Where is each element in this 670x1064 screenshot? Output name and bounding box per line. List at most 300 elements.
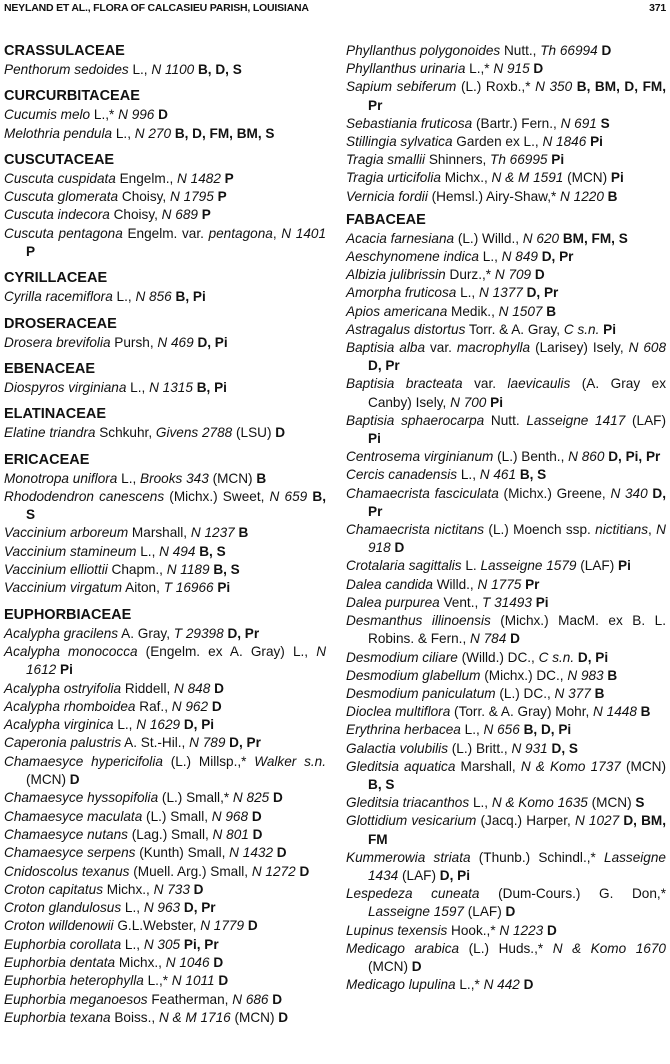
species-name: Baptisia bracteata bbox=[346, 376, 463, 392]
species-name: Acalypha virginica bbox=[4, 717, 114, 733]
species-authority: Michx., bbox=[103, 881, 154, 897]
species-name: Cnidoscolus texanus bbox=[4, 863, 130, 879]
species-authority: Schkuhr, bbox=[95, 425, 156, 441]
locality-codes: D, Pi bbox=[183, 717, 215, 733]
collection-number: Brooks 343 bbox=[140, 470, 209, 486]
locality-codes: P bbox=[224, 170, 234, 186]
collection-number: N 848 bbox=[174, 680, 211, 696]
species-entry bbox=[4, 698, 326, 716]
species-name: Euphorbia heterophylla bbox=[4, 973, 144, 989]
family-heading: ERICACEAE bbox=[4, 451, 90, 468]
species-name: Phyllanthus polygonoides bbox=[346, 43, 501, 58]
species-name: Apios americana bbox=[346, 303, 448, 319]
locality-codes: D bbox=[276, 845, 287, 861]
collection-number: N 1629 bbox=[136, 717, 181, 733]
species-entry bbox=[346, 612, 666, 648]
locality-codes: Pi bbox=[217, 580, 231, 596]
species-name: Medicago lupulina bbox=[346, 977, 456, 993]
species-authority: (L.) Moench ssp. bbox=[484, 522, 596, 538]
running-header bbox=[4, 2, 666, 18]
locality-codes: D bbox=[534, 267, 545, 283]
collection-number: Walker s.n. bbox=[254, 753, 326, 769]
family-heading: ELATINACEAE bbox=[4, 406, 107, 423]
locality-codes: P bbox=[201, 207, 211, 223]
infraspecific-name: laevicaulis bbox=[507, 376, 571, 392]
species-name: Lupinus texensis bbox=[346, 922, 448, 938]
page-number: 371 bbox=[649, 2, 666, 14]
collection-number: N 801 bbox=[212, 826, 249, 842]
locality-codes: Pi bbox=[490, 394, 503, 410]
collection-number: N 270 bbox=[134, 125, 172, 141]
collection-number: Th 66995 bbox=[490, 152, 548, 168]
infraspecific-authority: , bbox=[648, 522, 657, 538]
species-authority: L., bbox=[126, 379, 150, 395]
species-name: Chamaecrista nictitans bbox=[346, 522, 485, 538]
species-name: Croton glandulosus bbox=[4, 900, 122, 916]
locality-codes: Pi bbox=[618, 558, 631, 574]
collection-number: N 608 bbox=[628, 340, 667, 356]
family-heading: DROSERACEAE bbox=[4, 315, 117, 332]
species-name: Vaccinium arboreum bbox=[4, 525, 129, 541]
species-name: Amorpha fruticosa bbox=[346, 285, 457, 301]
species-authority: (L.) Willd., bbox=[454, 230, 523, 246]
species-name: Desmodium glabellum bbox=[346, 667, 481, 683]
locality-codes: D bbox=[278, 1009, 289, 1025]
species-entry bbox=[346, 303, 666, 321]
species-name: Baptisia alba bbox=[346, 340, 426, 356]
herbarium-code: (MCN) bbox=[368, 958, 412, 974]
species-authority: Garden ex L., bbox=[452, 134, 543, 150]
species-name: Medicago arabica bbox=[346, 940, 460, 956]
left-column bbox=[4, 42, 326, 1027]
locality-codes: B bbox=[607, 188, 618, 204]
herbarium-code: (LAF) bbox=[464, 904, 506, 920]
infraspecific-name: macrophylla bbox=[456, 340, 531, 356]
locality-codes: D bbox=[247, 918, 258, 934]
collection-number: N 691 bbox=[560, 115, 597, 131]
species-name: Vaccinium elliottii bbox=[4, 562, 108, 578]
species-entry bbox=[4, 106, 326, 124]
species-name: Chamaesyce serpens bbox=[4, 845, 136, 861]
collection-number: N 825 bbox=[232, 790, 270, 806]
species-authority: var. bbox=[462, 376, 508, 392]
species-name: Elatine triandra bbox=[4, 425, 96, 441]
collection-number: N 1401 bbox=[281, 225, 327, 241]
species-authority: Riddell, bbox=[121, 680, 175, 696]
species-authority: L., bbox=[469, 795, 492, 811]
species-name: Galactia volubilis bbox=[346, 740, 448, 756]
collection-number: N 1482 bbox=[177, 170, 221, 186]
species-authority: Boiss., bbox=[110, 1009, 159, 1025]
species-authority: Choisy, bbox=[109, 207, 162, 223]
species-entry bbox=[4, 188, 326, 206]
species-entry bbox=[4, 716, 326, 734]
species-entry bbox=[346, 649, 666, 667]
collection-number: N 918 bbox=[368, 522, 666, 556]
infraspecific-name: pentagona bbox=[208, 225, 273, 241]
collection-number: Givens 2788 bbox=[155, 425, 233, 441]
species-entry bbox=[4, 789, 326, 807]
collection-number: Lasseigne 1434 bbox=[368, 849, 666, 883]
species-name: Caperonia palustris bbox=[4, 735, 122, 751]
locality-codes: D, BM, FM bbox=[368, 813, 667, 847]
species-authority: Hook.,* bbox=[447, 922, 500, 938]
species-authority: Choisy, bbox=[118, 189, 170, 205]
locality-codes: D bbox=[510, 631, 520, 647]
species-name: Astragalus distortus bbox=[346, 321, 466, 337]
species-authority: Torr. & A. Gray, bbox=[465, 321, 564, 337]
species-name: Chamaecrista fasciculata bbox=[346, 485, 499, 501]
locality-codes: D bbox=[252, 826, 263, 842]
locality-codes: BM, FM, S bbox=[562, 230, 628, 246]
species-authority: L., bbox=[121, 936, 144, 952]
infraspecific-authority: (Larisey) Isely, bbox=[530, 340, 629, 356]
collection-number: N 931 bbox=[511, 740, 548, 756]
species-name: Cuscuta indecora bbox=[4, 207, 110, 223]
collection-number: N 784 bbox=[470, 631, 507, 647]
collection-number: N 962 bbox=[171, 698, 209, 714]
species-entry bbox=[4, 334, 326, 352]
collection-number: N 659 bbox=[269, 488, 308, 504]
species-authority: (Dum-Cours.) G. Don,* bbox=[479, 886, 666, 902]
collection-number: N 1507 bbox=[498, 303, 543, 319]
locality-codes: D bbox=[299, 863, 310, 879]
species-entry bbox=[4, 826, 326, 844]
collection-number: N 1100 bbox=[151, 62, 195, 77]
family-heading: FABACEAE bbox=[346, 211, 426, 228]
collection-number: N 915 bbox=[493, 61, 530, 77]
locality-codes: D bbox=[272, 790, 283, 806]
species-name: Euphorbia texana bbox=[4, 1009, 111, 1025]
species-name: Kummerowia striata bbox=[346, 849, 471, 865]
species-entry bbox=[346, 576, 666, 594]
collection-number: N & Komo 1670 bbox=[552, 940, 666, 956]
species-entry bbox=[346, 758, 666, 794]
species-authority: (Willd.) DC., bbox=[457, 649, 539, 665]
species-name: Cuscuta glomerata bbox=[4, 189, 119, 205]
species-entry bbox=[346, 188, 666, 206]
species-entry bbox=[346, 976, 666, 994]
family-heading: CURCURBITACEAE bbox=[4, 88, 140, 105]
locality-codes: B, S bbox=[213, 562, 240, 578]
family-heading: EBENACEAE bbox=[4, 360, 96, 377]
species-authority: L., bbox=[128, 62, 152, 77]
species-entry bbox=[346, 284, 666, 302]
herbarium-code: (MCN) bbox=[587, 795, 636, 811]
collection-number: N 620 bbox=[522, 230, 560, 246]
locality-codes: D bbox=[275, 425, 286, 441]
locality-codes: B bbox=[256, 470, 267, 486]
locality-codes: D bbox=[394, 540, 405, 556]
species-authority: G.L.Webster, bbox=[113, 918, 201, 934]
collection-number: Lasseigne 1579 bbox=[480, 558, 577, 574]
species-name: Aeschynomene indica bbox=[346, 249, 479, 265]
collection-number: Lasseigne 1597 bbox=[368, 904, 464, 920]
species-name: Rhododendron canescens bbox=[4, 488, 165, 504]
species-authority: var. bbox=[425, 340, 457, 356]
locality-codes: D, Pi bbox=[439, 867, 471, 883]
infraspecific-authority: (A. Gray ex Canby) Isely, bbox=[368, 376, 666, 410]
species-entry bbox=[346, 375, 666, 411]
species-name: Monotropa uniflora bbox=[4, 470, 118, 486]
species-authority: L., bbox=[121, 900, 144, 916]
species-name: Stillingia sylvatica bbox=[346, 134, 453, 150]
locality-codes: B, D, Pi bbox=[523, 722, 572, 738]
species-authority: (Kunth) Small, bbox=[135, 845, 230, 861]
species-entry bbox=[346, 721, 666, 739]
species-authority: Nutt., bbox=[500, 43, 541, 58]
locality-codes: D bbox=[601, 43, 612, 58]
species-name: Sebastiania fruticosa bbox=[346, 115, 473, 131]
species-name: Chamaesyce nutans bbox=[4, 826, 128, 842]
locality-codes: D, Pr bbox=[183, 900, 216, 916]
species-entry bbox=[346, 60, 666, 78]
species-entry bbox=[346, 133, 666, 151]
species-authority: L.,* bbox=[90, 107, 119, 123]
species-entry bbox=[4, 125, 326, 143]
locality-codes: B bbox=[238, 525, 249, 541]
species-authority: L.,* bbox=[455, 977, 484, 993]
infraspecific-authority: , bbox=[272, 225, 282, 241]
collection-number: N 461 bbox=[479, 467, 517, 483]
collection-number: N 700 bbox=[450, 394, 487, 410]
collection-number: N 1011 bbox=[171, 973, 215, 989]
herbarium-code: (MCN) bbox=[230, 1009, 279, 1025]
species-name: Melothria pendula bbox=[4, 125, 113, 141]
collection-number: N 1432 bbox=[229, 845, 274, 861]
species-entry bbox=[4, 936, 326, 954]
species-name: Desmodium paniculatum bbox=[346, 685, 496, 701]
species-authority: (Michx.) Sweet, bbox=[164, 488, 270, 504]
species-entry bbox=[346, 321, 666, 339]
species-entry bbox=[346, 151, 666, 169]
species-name: Gleditsia triacanthos bbox=[346, 795, 470, 811]
locality-codes: B bbox=[607, 667, 618, 683]
species-entry bbox=[346, 115, 666, 133]
collection-number: N 377 bbox=[554, 685, 591, 701]
locality-codes: D bbox=[211, 698, 222, 714]
species-authority: L., bbox=[456, 285, 479, 301]
species-authority: Vent., bbox=[439, 594, 483, 610]
species-name: Euphorbia meganoesos bbox=[4, 991, 148, 1007]
collection-number: N 1315 bbox=[149, 379, 193, 395]
species-entry bbox=[346, 448, 666, 466]
species-name: Acalypha rhomboidea bbox=[4, 698, 136, 714]
locality-codes: D bbox=[218, 973, 229, 989]
species-authority: Michx., bbox=[115, 954, 166, 970]
species-name: Vaccinium stamineum bbox=[4, 543, 137, 559]
species-name: Cercis canadensis bbox=[346, 467, 458, 483]
species-entry bbox=[346, 703, 666, 721]
collection-number: T 29398 bbox=[173, 625, 224, 641]
collection-number: C s.n. bbox=[538, 649, 575, 665]
locality-codes: D, Pr bbox=[368, 358, 400, 374]
collection-number: N 963 bbox=[143, 900, 181, 916]
locality-codes: S bbox=[600, 115, 610, 131]
species-name: Cucumis melo bbox=[4, 107, 91, 123]
herbarium-code: (MCN) bbox=[620, 758, 667, 774]
collection-number: N & M 1591 bbox=[491, 170, 564, 186]
species-entry bbox=[4, 543, 326, 561]
species-name: Acacia farnesiana bbox=[346, 230, 455, 246]
species-authority: Engelm. var. bbox=[122, 225, 209, 241]
species-name: Dioclea multiflora bbox=[346, 704, 451, 720]
locality-codes: Pi bbox=[535, 594, 549, 610]
collection-number: N 1237 bbox=[190, 525, 235, 541]
species-entry bbox=[346, 78, 666, 114]
species-entry bbox=[346, 849, 666, 885]
species-authority: (L.) Britt., bbox=[448, 740, 512, 756]
family-heading: CYRILLACEAE bbox=[4, 270, 108, 287]
species-authority: Medik., bbox=[447, 303, 499, 319]
family-heading: CUSCUTACEAE bbox=[4, 151, 115, 168]
species-entry bbox=[4, 863, 326, 881]
herbarium-code: (MCN) bbox=[26, 772, 70, 788]
collection-number: N 1377 bbox=[478, 285, 523, 301]
herbarium-code: (MCN) bbox=[563, 170, 611, 186]
locality-codes: D bbox=[69, 772, 80, 788]
species-entry bbox=[346, 794, 666, 812]
species-authority: (L.) Small, bbox=[142, 808, 212, 824]
species-name: Cuscuta cuspidata bbox=[4, 170, 116, 186]
species-authority: (Lag.) Small, bbox=[127, 826, 213, 842]
locality-codes: B, S bbox=[26, 488, 327, 523]
species-name: Chamaesyce maculata bbox=[4, 808, 143, 824]
infraspecific-name: nictitians bbox=[595, 522, 649, 538]
locality-codes: B, Pi bbox=[196, 379, 227, 395]
species-authority: L., bbox=[460, 722, 484, 738]
species-authority: Nutt. bbox=[484, 412, 527, 428]
herbarium-code: (LAF) bbox=[576, 558, 619, 574]
locality-codes: P bbox=[26, 244, 36, 260]
species-entry bbox=[4, 881, 326, 899]
collection-number: N 983 bbox=[567, 667, 604, 683]
species-authority: (Thunb.) Schindl.,* bbox=[470, 849, 605, 865]
species-entry bbox=[4, 170, 326, 188]
species-authority: Aiton, bbox=[122, 580, 164, 596]
herbarium-code: (LAF) bbox=[398, 867, 440, 883]
collection-number: N 996 bbox=[118, 107, 155, 123]
locality-codes: D bbox=[193, 881, 204, 897]
locality-codes: D, S bbox=[551, 740, 578, 756]
species-authority: L., bbox=[479, 249, 502, 265]
species-name: Diospyros virginiana bbox=[4, 379, 127, 395]
species-name: Chamaesyce hypericifolia bbox=[4, 753, 163, 769]
species-name: Vaccinium virgatum bbox=[4, 580, 123, 596]
species-authority: (Michx.) Greene, bbox=[498, 485, 611, 501]
species-entry bbox=[4, 561, 326, 579]
species-entry bbox=[4, 625, 326, 643]
species-entry bbox=[346, 169, 666, 187]
species-name: Penthorum sedoides bbox=[4, 62, 129, 77]
species-entry bbox=[346, 667, 666, 685]
species-authority: (L.) Small,* bbox=[158, 790, 233, 806]
species-name: Centrosema virginianum bbox=[346, 449, 494, 465]
locality-codes: D bbox=[411, 958, 422, 974]
species-authority: L., bbox=[112, 125, 135, 141]
locality-codes: P bbox=[217, 189, 227, 205]
species-authority: (Michx.) MacM. ex B. L. Robins. & Fern., bbox=[368, 613, 666, 647]
species-entry bbox=[346, 885, 666, 921]
locality-codes: D bbox=[251, 808, 262, 824]
species-entry bbox=[346, 594, 666, 612]
species-authority: Pursh, bbox=[110, 334, 158, 350]
species-entry bbox=[4, 972, 326, 990]
species-authority: Featherman, bbox=[147, 991, 233, 1007]
species-name: Desmanthus illinoensis bbox=[346, 613, 491, 629]
collection-number: N 733 bbox=[153, 881, 190, 897]
species-authority: L., bbox=[113, 717, 137, 733]
species-name: Crotalaria sagittalis bbox=[346, 558, 462, 574]
collection-number: Lasseigne 1417 bbox=[526, 412, 626, 428]
species-name: Tragia smallii bbox=[346, 152, 426, 168]
species-entry bbox=[4, 808, 326, 826]
locality-codes: D, Pi bbox=[197, 334, 228, 350]
locality-codes: Pi bbox=[610, 170, 624, 186]
species-authority: A. St.-Hil., bbox=[121, 735, 190, 751]
collection-number: N 1448 bbox=[593, 704, 637, 720]
collection-number: N 1220 bbox=[560, 188, 604, 204]
species-authority: L., bbox=[136, 543, 160, 559]
species-authority: Durz.,* bbox=[445, 267, 495, 283]
family-heading: EUPHORBIACEAE bbox=[4, 606, 132, 623]
collection-number: N 305 bbox=[143, 936, 181, 952]
species-name: Baptisia sphaerocarpa bbox=[346, 412, 485, 428]
locality-codes: Pi, Pr bbox=[183, 936, 219, 952]
species-entry bbox=[346, 230, 666, 248]
species-authority: Marshall, bbox=[455, 758, 521, 774]
species-authority: L.,* bbox=[143, 973, 172, 989]
locality-codes: Pi bbox=[60, 662, 73, 678]
collection-number: N 350 bbox=[535, 79, 573, 95]
species-name: Vernicia fordii bbox=[346, 188, 428, 204]
locality-codes: B, BM, D, FM, Pr bbox=[368, 79, 666, 113]
locality-codes: B bbox=[640, 704, 651, 720]
species-authority: L., bbox=[112, 289, 136, 305]
species-authority: Shinners, bbox=[425, 152, 491, 168]
species-name: Dalea candida bbox=[346, 576, 433, 592]
species-entry bbox=[4, 488, 326, 525]
species-entry bbox=[346, 339, 666, 375]
species-entry bbox=[346, 740, 666, 758]
species-name: Cyrilla racemiflora bbox=[4, 289, 113, 305]
locality-codes: D, Pr bbox=[526, 285, 559, 301]
species-entry bbox=[4, 61, 326, 79]
locality-codes: D, Pr bbox=[227, 625, 260, 641]
species-authority: (L.) DC., bbox=[495, 685, 555, 701]
locality-codes: D, Pr bbox=[541, 249, 574, 265]
species-entry bbox=[346, 248, 666, 266]
locality-codes: B, D, S bbox=[197, 62, 242, 77]
collection-number: N 1775 bbox=[477, 576, 522, 592]
species-authority: (L.) Millsp.,* bbox=[162, 753, 255, 769]
species-entry bbox=[346, 485, 666, 521]
species-authority: (Michx.) DC., bbox=[480, 667, 568, 683]
species-authority: (L.) Huds.,* bbox=[459, 940, 553, 956]
locality-codes: D, Pr bbox=[368, 485, 666, 519]
species-entry bbox=[346, 266, 666, 284]
locality-codes: B bbox=[594, 685, 605, 701]
locality-codes: D, Pi bbox=[577, 649, 609, 665]
species-authority: Marshall, bbox=[128, 525, 191, 541]
locality-codes: B, D, FM, BM, S bbox=[174, 125, 275, 141]
species-authority: (L.) Roxb.,* bbox=[456, 79, 536, 95]
locality-codes: Pr bbox=[525, 576, 540, 592]
collection-number: T 16966 bbox=[163, 580, 214, 596]
family-heading: CRASSULACEAE bbox=[4, 43, 125, 59]
species-entry bbox=[4, 1009, 326, 1027]
species-entry bbox=[4, 899, 326, 917]
